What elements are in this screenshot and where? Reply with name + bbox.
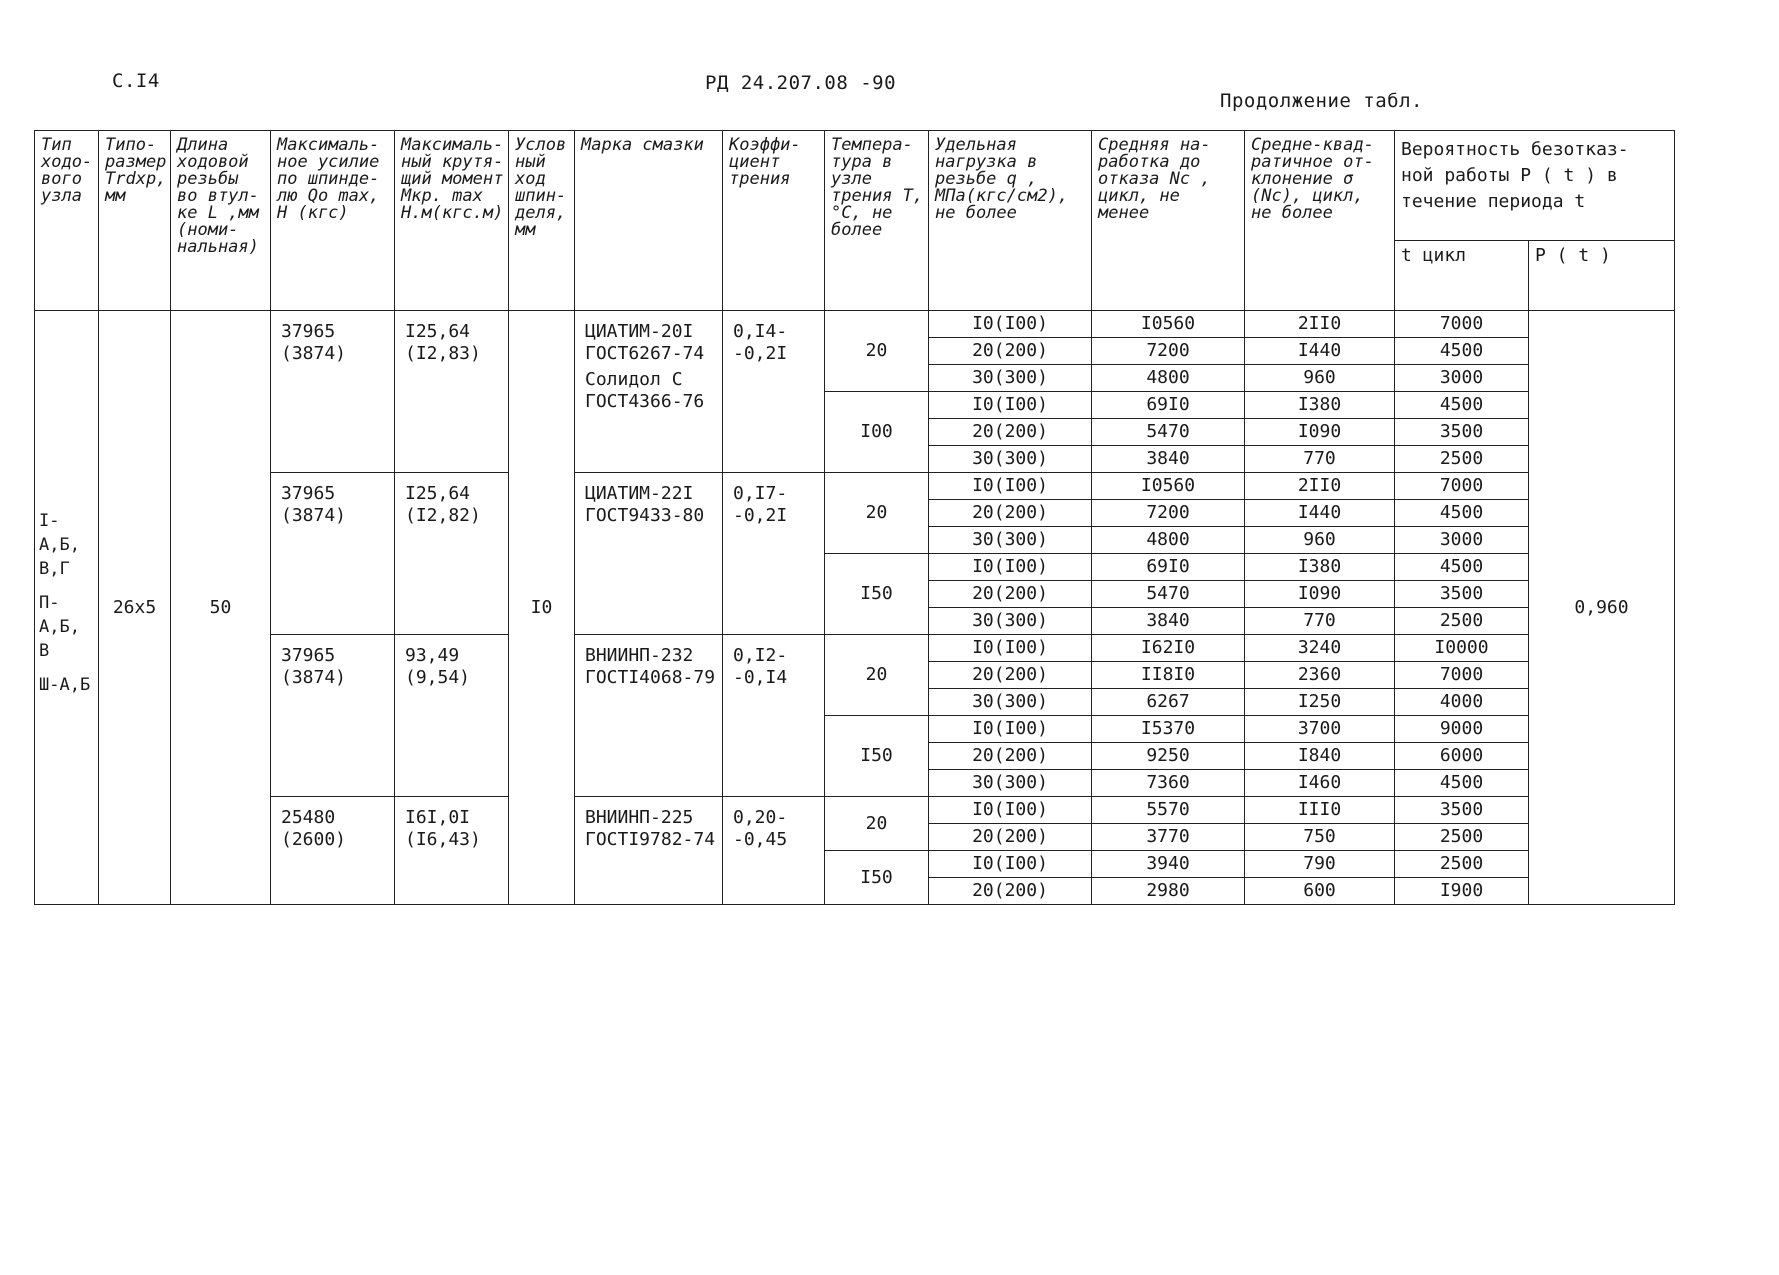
- torque-value: I25,64: [405, 321, 471, 342]
- grease-name: ВНИИНП-225 ГОСТI9782-74: [585, 807, 716, 850]
- torque-value: (I6,43): [405, 829, 481, 850]
- mean-life-cell: I62I0: [1092, 635, 1245, 662]
- header-temperature: Темпера- тура в узле трения T,°С, не более: [825, 131, 929, 311]
- torque-value: (I2,83): [405, 343, 481, 364]
- cycles-cell: 6000: [1395, 743, 1529, 770]
- temperature-cell: I50: [825, 851, 929, 905]
- grease-name: ВНИИНП-232 ГОСТI4068-79: [585, 645, 716, 688]
- max-torque-cell: [395, 473, 509, 635]
- header-friction: Коэффи- циент трения: [723, 131, 825, 311]
- force-value: 37965: [281, 321, 336, 342]
- friction-cell: 0,20- -0,45: [723, 797, 825, 905]
- temperature-cell: 20: [825, 797, 929, 851]
- std-deviation-cell: 2II0: [1245, 473, 1395, 500]
- cycles-cell: 4500: [1395, 770, 1529, 797]
- cycles-cell: 7000: [1395, 311, 1529, 338]
- mean-life-cell: 3840: [1092, 446, 1245, 473]
- header-cycles: t цикл: [1395, 241, 1529, 311]
- mean-life-cell: 3770: [1092, 824, 1245, 851]
- load-cell: 20(200): [929, 662, 1092, 689]
- cycles-cell: 4500: [1395, 392, 1529, 419]
- torque-value: I25,64: [405, 483, 471, 504]
- force-value: (2600): [281, 829, 347, 850]
- cycles-cell: 4000: [1395, 689, 1529, 716]
- grease-name: Солидол С ГОСТ4366-76: [585, 369, 705, 412]
- temperature-cell: I00: [825, 392, 929, 473]
- grease-cell: [575, 473, 723, 635]
- mean-life-cell: 69I0: [1092, 554, 1245, 581]
- specification-table: [34, 130, 1674, 905]
- torque-value: (9,54): [405, 667, 471, 688]
- size-cell: 26х5: [99, 311, 171, 905]
- cycles-cell: 2500: [1395, 608, 1529, 635]
- temperature-cell: 20: [825, 635, 929, 716]
- mean-life-cell: 69I0: [1092, 392, 1245, 419]
- force-value: 25480: [281, 807, 336, 828]
- header-thread-length: Длина ходовой резьбы во втул- ке L ,мм (номи- нальная): [171, 131, 271, 311]
- node-type-label: Ш-А,Б: [39, 674, 91, 695]
- mean-life-cell: II8I0: [1092, 662, 1245, 689]
- std-deviation-cell: I380: [1245, 554, 1395, 581]
- load-cell: I0(I00): [929, 851, 1092, 878]
- header-stroke: Услов ный ход шпин- деля, мм: [509, 131, 575, 311]
- document-code: РД 24.207.08 -90: [705, 72, 897, 94]
- mean-life-cell: 6267: [1092, 689, 1245, 716]
- torque-value: (I2,82): [405, 505, 481, 526]
- table-continuation-label: Продолжение табл.: [1220, 90, 1423, 112]
- friction-cell: 0,I7- -0,2I: [723, 473, 825, 635]
- mean-life-cell: 9250: [1092, 743, 1245, 770]
- std-deviation-cell: 770: [1245, 446, 1395, 473]
- temperature-cell: 20: [825, 311, 929, 392]
- mean-life-cell: 3840: [1092, 608, 1245, 635]
- load-cell: I0(I00): [929, 311, 1092, 338]
- header-p: Р ( t ): [1529, 241, 1675, 311]
- load-cell: 30(300): [929, 446, 1092, 473]
- temperature-cell: I50: [825, 716, 929, 797]
- thread-length-cell: 50: [171, 311, 271, 905]
- std-deviation-cell: 960: [1245, 527, 1395, 554]
- mean-life-cell: I5370: [1092, 716, 1245, 743]
- torque-value: I6I,0I: [405, 807, 471, 828]
- header-max-torque: Максималь- ный крутя- щий момент Мкр. max Н.м(кгс.м): [395, 131, 509, 311]
- header-node-type: Тип ходо- вого узла: [35, 131, 99, 311]
- std-deviation-cell: 960: [1245, 365, 1395, 392]
- std-deviation-cell: 2360: [1245, 662, 1395, 689]
- header-load: Удельная нагрузка в резьбе q , МПа(кгс/см2), не более: [929, 131, 1092, 311]
- std-deviation-cell: 3700: [1245, 716, 1395, 743]
- cycles-cell: 3500: [1395, 797, 1529, 824]
- std-deviation-cell: I440: [1245, 500, 1395, 527]
- grease-name: ЦИАТИМ-22I ГОСТ9433-80: [585, 483, 705, 526]
- node-type-cell: [35, 311, 99, 905]
- header-size: Типо- размер Trdхр, мм: [99, 131, 171, 311]
- load-cell: 30(300): [929, 527, 1092, 554]
- load-cell: 20(200): [929, 824, 1092, 851]
- std-deviation-cell: 770: [1245, 608, 1395, 635]
- max-force-cell: [271, 473, 395, 635]
- mean-life-cell: 5470: [1092, 581, 1245, 608]
- friction-cell: 0,I4- -0,2I: [723, 311, 825, 473]
- cycles-cell: 7000: [1395, 662, 1529, 689]
- std-deviation-cell: I250: [1245, 689, 1395, 716]
- load-cell: 20(200): [929, 878, 1092, 905]
- table-row: [35, 797, 1675, 824]
- cycles-cell: 2500: [1395, 851, 1529, 878]
- load-cell: 20(200): [929, 500, 1092, 527]
- node-type-label: П-А,Б, В: [39, 592, 80, 661]
- load-cell: I0(I00): [929, 716, 1092, 743]
- std-deviation-cell: I380: [1245, 392, 1395, 419]
- torque-value: 93,49: [405, 645, 460, 666]
- load-cell: 20(200): [929, 581, 1092, 608]
- load-cell: 30(300): [929, 608, 1092, 635]
- cycles-cell: 3000: [1395, 527, 1529, 554]
- load-cell: 30(300): [929, 365, 1092, 392]
- cycles-cell: 9000: [1395, 716, 1529, 743]
- load-cell: 30(300): [929, 770, 1092, 797]
- mean-life-cell: 4800: [1092, 527, 1245, 554]
- cycles-cell: 3500: [1395, 419, 1529, 446]
- cycles-cell: 4500: [1395, 554, 1529, 581]
- load-cell: I0(I00): [929, 635, 1092, 662]
- max-force-cell: [271, 311, 395, 473]
- max-force-cell: [271, 797, 395, 905]
- table-row: [35, 635, 1675, 662]
- page-number: С.I4: [112, 70, 160, 92]
- std-deviation-cell: 3240: [1245, 635, 1395, 662]
- temperature-cell: I50: [825, 554, 929, 635]
- mean-life-cell: I0560: [1092, 473, 1245, 500]
- std-deviation-cell: III0: [1245, 797, 1395, 824]
- std-deviation-cell: I090: [1245, 419, 1395, 446]
- std-deviation-cell: 600: [1245, 878, 1395, 905]
- mean-life-cell: 3940: [1092, 851, 1245, 878]
- force-value: (3874): [281, 667, 347, 688]
- cycles-cell: 4500: [1395, 500, 1529, 527]
- std-deviation-cell: 750: [1245, 824, 1395, 851]
- std-deviation-cell: I460: [1245, 770, 1395, 797]
- header-mean-life: Средняя на- работка до отказа Nc , цикл, не менее: [1092, 131, 1245, 311]
- cycles-cell: I900: [1395, 878, 1529, 905]
- grease-cell: [575, 797, 723, 905]
- header-std-deviation: Средне-квад- ратичное от- клонение σ (Nc), цикл, не более: [1245, 131, 1395, 311]
- probability-cell: 0,960: [1529, 311, 1675, 905]
- table-row: [35, 473, 1675, 500]
- max-force-cell: [271, 635, 395, 797]
- mean-life-cell: 7200: [1092, 500, 1245, 527]
- std-deviation-cell: 790: [1245, 851, 1395, 878]
- grease-cell: [575, 311, 723, 473]
- load-cell: I0(I00): [929, 473, 1092, 500]
- cycles-cell: 4500: [1395, 338, 1529, 365]
- table-row: [35, 311, 1675, 338]
- temperature-cell: 20: [825, 473, 929, 554]
- load-cell: 30(300): [929, 689, 1092, 716]
- mean-life-cell: 5570: [1092, 797, 1245, 824]
- load-cell: 20(200): [929, 338, 1092, 365]
- force-value: 37965: [281, 645, 336, 666]
- grease-name: ЦИАТИМ-20I ГОСТ6267-74: [585, 321, 705, 364]
- max-torque-cell: [395, 635, 509, 797]
- mean-life-cell: 7200: [1092, 338, 1245, 365]
- header-grease: Марка смазки: [575, 131, 723, 311]
- cycles-cell: 2500: [1395, 446, 1529, 473]
- cycles-cell: 2500: [1395, 824, 1529, 851]
- mean-life-cell: 5470: [1092, 419, 1245, 446]
- cycles-cell: 3000: [1395, 365, 1529, 392]
- std-deviation-cell: I090: [1245, 581, 1395, 608]
- load-cell: 20(200): [929, 419, 1092, 446]
- friction-cell: 0,I2- -0,I4: [723, 635, 825, 797]
- cycles-cell: I0000: [1395, 635, 1529, 662]
- cycles-cell: 7000: [1395, 473, 1529, 500]
- std-deviation-cell: I440: [1245, 338, 1395, 365]
- load-cell: 20(200): [929, 743, 1092, 770]
- max-torque-cell: [395, 311, 509, 473]
- max-torque-cell: [395, 797, 509, 905]
- node-type-label: I-А,Б, В,Г: [39, 510, 80, 579]
- header-max-force: Максималь- ное усилие по шпинде- лю Qo max, Н (кгс): [271, 131, 395, 311]
- stroke-cell: I0: [509, 311, 575, 905]
- mean-life-cell: 2980: [1092, 878, 1245, 905]
- load-cell: I0(I00): [929, 554, 1092, 581]
- header-probability: Вероятность безотказ- ной работы Р ( t ) в течение периода t: [1395, 131, 1675, 241]
- mean-life-cell: 4800: [1092, 365, 1245, 392]
- grease-cell: [575, 635, 723, 797]
- force-value: (3874): [281, 505, 347, 526]
- std-deviation-cell: I840: [1245, 743, 1395, 770]
- load-cell: I0(I00): [929, 392, 1092, 419]
- mean-life-cell: 7360: [1092, 770, 1245, 797]
- force-value: 37965: [281, 483, 336, 504]
- cycles-cell: 3500: [1395, 581, 1529, 608]
- std-deviation-cell: 2II0: [1245, 311, 1395, 338]
- load-cell: I0(I00): [929, 797, 1092, 824]
- mean-life-cell: I0560: [1092, 311, 1245, 338]
- force-value: (3874): [281, 343, 347, 364]
